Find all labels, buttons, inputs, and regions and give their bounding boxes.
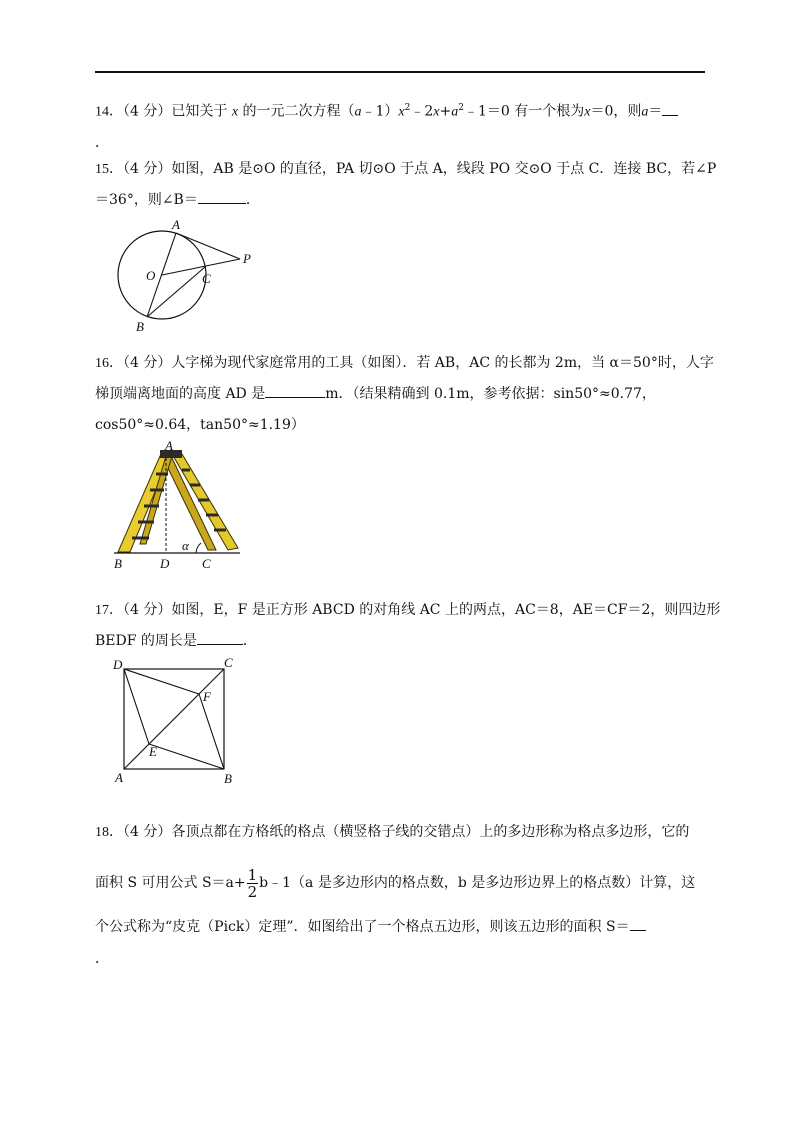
q14-text: + [439, 103, 452, 120]
q16-text: m．（结果精确到 0.1m，参考依据：sin50°≈0.77， [325, 386, 656, 402]
label-c: C [224, 655, 233, 670]
q14-var: x [584, 104, 591, 120]
label-a: A [165, 438, 173, 453]
label-b: B [114, 556, 122, 571]
q17-line-2 [95, 626, 710, 657]
q18-text: 各顶点都在方格纸的格点（横竖格子线的交错点）上的多边形称为格点多边形，它的 [171, 824, 690, 840]
question-16 [95, 348, 714, 441]
q18-line-2 [95, 861, 710, 905]
label-a: A [172, 217, 180, 232]
q14-exponent: 2 [458, 103, 464, 113]
label-b: B [224, 771, 232, 786]
q14-var: x [433, 104, 440, 120]
label-o: O [146, 268, 156, 283]
q15-figure-circle-tangent [110, 215, 270, 340]
q15-line-1 [95, 154, 717, 185]
q18-text: b﹣1（a 是多边形内的格点数，b 是多边形边界上的格点数）计算，这 [259, 875, 696, 891]
segment-fd [124, 669, 199, 694]
q15-answer-blank [198, 189, 246, 204]
segment-de [124, 669, 149, 744]
segment-bf [199, 694, 224, 769]
q14-var: x [398, 104, 405, 120]
q18-line-3 [95, 905, 710, 949]
q16-line-2 [95, 379, 710, 410]
q17-line-1 [95, 595, 721, 626]
q14-var: a [641, 104, 649, 120]
q16-figure-ladder [110, 440, 250, 575]
q15-text: ． [245, 192, 260, 208]
q16-score: （4 分） [123, 355, 172, 371]
label-c: C [202, 271, 211, 286]
q17-figure-square [110, 655, 250, 790]
label-p: P [243, 251, 251, 266]
q15-text: ＝36°，则∠B＝ [95, 192, 198, 208]
label-b: B [136, 319, 144, 334]
q17-text: ． [242, 633, 257, 649]
fraction-numerator: 1 [247, 865, 258, 884]
label-c: C [202, 556, 211, 571]
q14-exponent: 2 [404, 103, 411, 113]
diagonal-ac [124, 669, 224, 769]
label-e: E [149, 744, 157, 759]
question-14 [95, 93, 710, 159]
q14-text: 的一元二次方程（ [242, 103, 355, 120]
label-a: A [115, 770, 123, 785]
q16-answer-blank [265, 383, 325, 398]
q16-text: 梯顶端离地面的高度 AD 是 [95, 386, 266, 402]
q15-line-2 [95, 185, 710, 216]
q15-score: （4 分） [123, 161, 172, 177]
q14-line-1 [95, 93, 710, 128]
fraction-denominator: 2 [247, 882, 258, 901]
label-d: D [160, 556, 170, 571]
q16-line-1 [95, 348, 714, 379]
q16-text: cos50°≈0.64，tan50°≈1.19） [95, 417, 305, 433]
q18-answer-blank [630, 916, 646, 931]
q14-text: ＝0，则 [590, 103, 642, 120]
header-rule [95, 71, 705, 73]
q18-period: ． [95, 951, 109, 967]
label-alpha: α [182, 538, 189, 553]
angle-alpha-arc [196, 543, 201, 553]
q14-score: （4 分） [123, 103, 172, 120]
question-17 [95, 595, 721, 657]
q14-text: ﹣1＝0 有一个根为 [463, 103, 585, 120]
question-18 [95, 810, 710, 969]
q14-text: ﹣2 [410, 103, 434, 120]
label-d: D [113, 657, 123, 672]
q17-text: 如图，E，F 是正方形 ABCD 的对角线 AC 上的两点，AC＝8，AE＝CF＝2，则四边形 [171, 602, 721, 618]
q16-text: 人字梯为现代家庭常用的工具（如图）．若 AB，AC 的长都为 2m，当 α＝50°时，人字 [171, 355, 714, 371]
q17-score: （4 分） [123, 602, 172, 618]
q18-line-1 [95, 810, 710, 855]
q14-var: a [354, 104, 362, 120]
q16-number: 16． [95, 356, 123, 371]
q18-number: 18． [95, 825, 123, 840]
q17-answer-blank [197, 630, 243, 645]
label-f: F [203, 689, 211, 704]
q15-number: 15． [95, 162, 123, 177]
q14-text: 已知关于 [171, 103, 228, 120]
q18-fraction [247, 867, 259, 900]
tangent-pa [176, 233, 240, 259]
q18-text: 个公式称为“皮克（Pick）定理”．如图给出了一个格点五边形，则该五边形的面积 S＝ [95, 919, 630, 935]
q14-var: a [451, 104, 459, 120]
q17-text: BEDF 的周长是 [95, 633, 197, 649]
segment-po [162, 259, 240, 275]
q14-var: x [231, 104, 239, 120]
q17-number: 17． [95, 603, 123, 618]
q14-answer-blank [662, 101, 678, 116]
q14-period: ． [95, 134, 109, 151]
q18-score: （4 分） [123, 824, 172, 840]
q14-text: ﹣1） [361, 103, 399, 120]
q14-number: 14． [95, 104, 123, 120]
segment-eb [149, 744, 224, 769]
q15-text: 如图，AB 是⊙O 的直径，PA 切⊙O 于点 A，线段 PO 交⊙O 于点 C．连接 BC，若∠P [171, 161, 717, 177]
question-15 [95, 154, 717, 216]
q18-text: 面积 S 可用公式 S＝a+ [95, 875, 246, 891]
q14-text: ＝ [648, 103, 663, 120]
